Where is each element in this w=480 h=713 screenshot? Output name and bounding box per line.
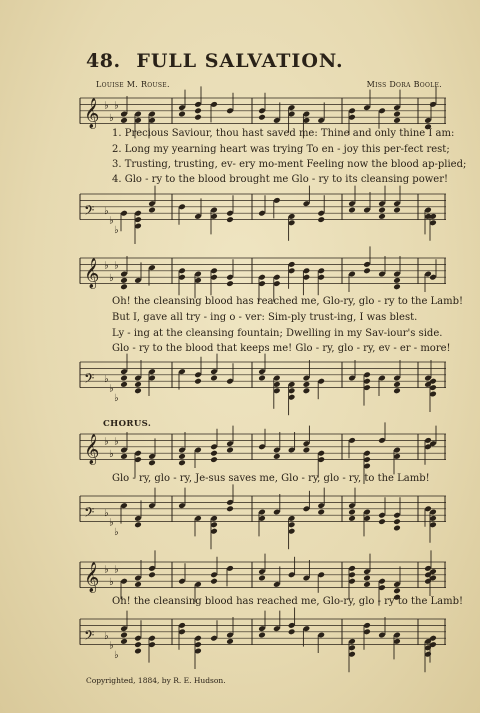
note-head	[210, 578, 218, 585]
treble-clef-icon: 𝄞	[84, 562, 100, 593]
bass-clef-icon: 𝄢	[84, 504, 95, 524]
flat-icon: ♭	[114, 564, 119, 576]
treble-staff	[80, 556, 446, 600]
staff-lines	[80, 258, 446, 284]
bass-staff	[80, 188, 446, 237]
verse-line-1: 1. Precious Saviour, thou hast saved me: Thine and only thine I am:	[112, 128, 455, 139]
refrain-line-1: Oh! the cleansing blood has reached me, Glo-ry, glo - ry to the Lamb!	[112, 296, 464, 307]
note-head	[226, 447, 234, 454]
note-head	[134, 648, 142, 655]
note-head	[134, 381, 142, 388]
note-head	[348, 207, 356, 214]
bass-clef-icon: 𝄢	[84, 202, 95, 222]
flat-icon: ♭	[109, 273, 114, 285]
note-head	[120, 375, 128, 382]
note-head	[178, 111, 186, 118]
flat-icon: ♭	[114, 393, 119, 405]
note-head	[134, 387, 142, 394]
flat-icon: ♭	[109, 577, 114, 589]
note-head	[393, 518, 401, 525]
note-head	[178, 453, 186, 460]
note-head	[226, 505, 234, 512]
treble-clef-icon: 𝄞	[84, 98, 100, 129]
refrain-line-2: But I, gave all try - ing o - ver: Sim-ply trust-ing, I was blest.	[112, 312, 418, 323]
flat-icon: ♭	[109, 215, 114, 227]
note-head	[303, 387, 311, 394]
staff-lines	[80, 362, 446, 388]
note-head	[393, 283, 401, 290]
note-head	[210, 375, 218, 382]
note-head	[134, 581, 142, 588]
note-head	[393, 117, 401, 124]
note-head	[210, 450, 218, 457]
note-head	[363, 267, 371, 274]
note-head	[393, 381, 401, 388]
note-head	[226, 216, 234, 223]
note-head	[317, 509, 325, 516]
flat-icon: ♭	[109, 113, 114, 125]
note-head	[120, 453, 128, 460]
note-head	[134, 521, 142, 528]
verse-line-4: 4. Glo - ry to the blood brought me Glo - ry to its cleansing power!	[112, 174, 448, 185]
flat-icon: ♭	[104, 100, 109, 112]
note-head	[148, 459, 156, 466]
note-head	[194, 107, 202, 114]
note-head	[363, 581, 371, 588]
note-head	[363, 575, 371, 582]
treble-staff	[80, 252, 446, 296]
flat-icon: ♭	[104, 564, 109, 576]
note-head	[258, 114, 266, 121]
note-head	[393, 207, 401, 214]
note-head	[393, 387, 401, 394]
note-head	[194, 378, 202, 385]
note-head	[120, 277, 128, 284]
treble-clef-icon: 𝄞	[84, 434, 100, 465]
note-head	[393, 525, 401, 532]
treble-staff	[80, 428, 446, 472]
note-head	[120, 632, 128, 639]
flat-icon: ♭	[109, 383, 114, 395]
note-head	[134, 641, 142, 648]
hymn-number: 48.	[86, 50, 121, 72]
note-head	[273, 453, 281, 460]
note-head	[303, 447, 311, 454]
note-head	[348, 515, 356, 522]
note-head	[288, 628, 296, 635]
flat-icon: ♭	[114, 225, 119, 237]
bass-staff	[80, 356, 446, 405]
note-head	[378, 207, 386, 214]
note-head	[258, 575, 266, 582]
note-head	[120, 283, 128, 290]
flat-icon: ♭	[114, 260, 119, 272]
bass-clef-icon: 𝄢	[84, 370, 95, 390]
chorus-line-1: Glo - ry, glo - ry, Je-sus saves me, Glo - ry, glo - ry, to the Lamb!	[112, 473, 430, 484]
chorus-label: CHORUS.	[103, 419, 152, 429]
note-head	[210, 456, 218, 463]
composer-credit: Miss Dora Boole.	[366, 80, 442, 89]
refrain-line-3: Ly - ing at the cleansing fountain; Dwelling in my Sav-iour's side.	[112, 328, 443, 339]
note-head	[393, 587, 401, 594]
flat-icon: ♭	[104, 631, 109, 642]
verse-line-2: 2. Long my yearning heart was trying To en - joy this per-fect rest;	[112, 144, 450, 155]
note-head	[303, 381, 311, 388]
flat-icon: ♭	[114, 100, 119, 112]
note-head	[194, 114, 202, 121]
refrain-line-4: Glo - ry to the blood that keeps me! Glo - ry, glo - ry, ev - er - more!	[112, 343, 451, 354]
note-head	[378, 518, 386, 525]
verse-line-3: 3. Trusting, trusting, ev- ery mo-ment Feeling now the blood ap-plied;	[112, 159, 467, 170]
note-head	[317, 216, 325, 223]
note-head	[226, 638, 234, 645]
note-head	[226, 280, 234, 287]
flat-icon: ♭	[104, 206, 109, 217]
staff-lines	[80, 562, 446, 588]
note-head	[348, 509, 356, 516]
note-head	[393, 111, 401, 118]
flat-icon: ♭	[109, 449, 114, 461]
flat-icon: ♭	[114, 527, 119, 539]
note-head	[120, 381, 128, 388]
bass-staff	[80, 613, 446, 662]
treble-clef-icon: 𝄞	[84, 258, 100, 289]
hymn-title: FULL SALVATION.	[136, 50, 344, 72]
staff-lines	[80, 619, 446, 645]
note-head	[393, 277, 401, 284]
flat-icon: ♭	[109, 517, 114, 529]
note-head	[258, 632, 266, 639]
note-head	[120, 117, 128, 124]
note-head	[178, 459, 186, 466]
note-head	[148, 571, 156, 578]
flat-icon: ♭	[104, 260, 109, 272]
flat-icon: ♭	[104, 436, 109, 448]
note-head	[258, 375, 266, 382]
note-head	[378, 213, 386, 220]
bass-staff	[80, 490, 446, 539]
flat-icon: ♭	[114, 650, 119, 662]
flat-icon: ♭	[109, 640, 114, 652]
flat-icon: ♭	[114, 436, 119, 448]
bass-clef-icon: 𝄢	[84, 627, 95, 647]
note-head	[120, 638, 128, 645]
flat-icon: ♭	[104, 374, 109, 385]
copyright-notice: Copyrighted, 1884, by R. E. Hudson.	[86, 676, 226, 685]
flat-icon: ♭	[104, 508, 109, 519]
lyricist-credit: Louise M. Rouse.	[96, 80, 170, 89]
note-head	[148, 207, 156, 214]
chorus-line-2: Oh! the cleansing blood has reached me, Glo-ry, glo - ry to the Lamb!	[112, 596, 464, 607]
